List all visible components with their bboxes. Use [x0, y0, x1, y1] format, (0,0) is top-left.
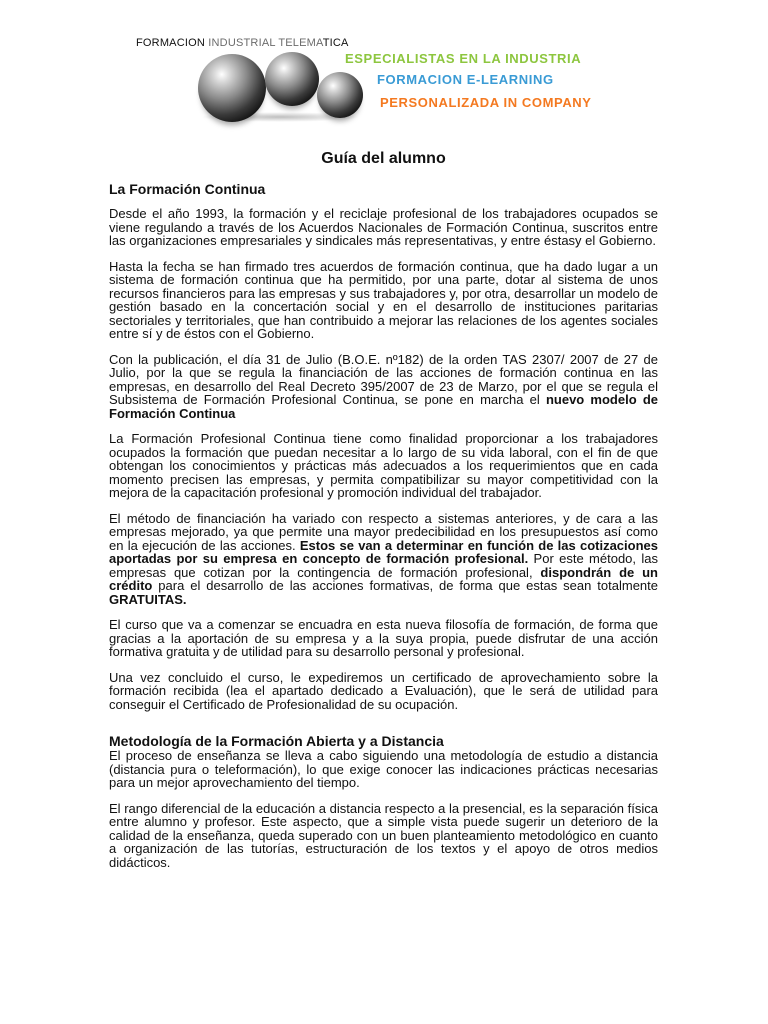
company-name-part2: INDUSTRIAL TELEMA	[208, 37, 323, 49]
paragraph-text: El método de financiación ha variado con respecto a sistemas anteriores, y de cara a las empresas mejorado, ya que permite una mayor predecibilidad en los presupuestos así como en la ejecución de las acciones.	[109, 510, 658, 553]
paragraph	[109, 512, 658, 607]
paragraph-bold-text: GRATUITAS.	[109, 591, 187, 607]
document-header	[0, 0, 768, 130]
paragraph-bold-text: dispondrán de un crédito	[109, 564, 658, 593]
document-body	[109, 150, 658, 881]
paragraph	[109, 353, 658, 421]
chrome-sphere-logo	[317, 72, 363, 118]
company-name	[136, 37, 349, 49]
paragraph: El rango diferencial de la educación a distancia respecto a la presencial, es la separación física entre alumno y profesor. Este aspecto, que a simple vista puede sugerir un deterioro de la calidad de la enseñanza, queda superado con un buen planteamiento metodológico en cuanto a organización de las tutorías, estructuración de los textos y el apoyo de otros medios didácticos.	[109, 800, 658, 870]
section-heading-formacion-continua: La Formación Continua	[109, 181, 266, 197]
paragraph-text: Por este método, las empresas que cotizan por la contingencia de formación profesional,	[109, 551, 658, 580]
paragraph: El curso que va a comenzar se encuadra en esta nueva filosofía de formación, de forma que gracias a la aportación de su empresa y a la suya propia, puede disfrutar de una acción formativa gratuita y de utilidad para su desarrollo personal y profesional.	[109, 617, 658, 659]
paragraph-bold-text: nuevo modelo de Formación Continua	[109, 392, 659, 421]
document-title: Guía del alumno	[321, 150, 446, 167]
tagline-industry: ESPECIALISTAS EN LA INDUSTRIA	[345, 51, 582, 66]
company-name-part3: TICA	[322, 37, 349, 49]
chrome-sphere-logo	[265, 52, 319, 106]
paragraph: Hasta la fecha se han firmado tres acuerdos de formación continua, que ha dado lugar a un sistema de formación continua que ha permitido, por una parte, dotar al sistema de unos recursos financieros para las empresas y sus trabajadores y, por otra, desarrollar un modelo de gestión basado en la concertación social y en el desarrollo de instituciones paritarias sectoriales y territoriales, que han contribuido a mejorar las relaciones de los agentes sociales entre sí y de éstos con el Gobierno.	[109, 258, 658, 341]
tagline-in-company: PERSONALIZADA IN COMPANY	[380, 95, 592, 110]
paragraph-bold-text: Estos se van a determinar en función de las cotizaciones aportadas por su empresa en concepto de formación profesional.	[109, 537, 658, 566]
tagline-elearning: FORMACION E-LEARNING	[377, 72, 554, 87]
paragraph: Desde el año 1993, la formación y el reciclaje profesional de los trabajadores ocupados se viene regulando a través de los Acuerdos Nacionales de Formación Continua, suscritos entre las organizaciones empresariales y sindicales más representativas, y entre éstasy el Gobierno.	[109, 206, 658, 248]
paragraph-text: para el desarrollo de las acciones formativas, de forma que estas sean totalmente	[152, 578, 658, 593]
company-name-part1: FORMACION	[136, 37, 209, 49]
paragraph: Una vez concluido el curso, le expediremos un certificado de aprovechamiento sobre la formación recibida (lea el apartado dedicado a Evaluación), que le será de utilidad para conseguir el Certificado de Profesionalidad de su ocupación.	[109, 669, 658, 712]
paragraph: La Formación Profesional Continua tiene como finalidad proporcionar a los trabajadores ocupados la formación que puedan necesitar a lo largo de su vida laboral, con el fin de que obtengan los conocimientos y prácticas más adecuados a los requerimientos que en cada momento precisen las empresas, y permita compatibilizar su mayor competitividad con la mejora de la capacitación profesional y promoción individual del trabajador.	[109, 431, 658, 500]
paragraph: El proceso de enseñanza se lleva a cabo siguiendo una metodología de estudio a distancia (distancia pura o teleformación), lo que exige conocer las indicaciones prácticas necesarias para un mejor aprovechamiento del tiempo.	[109, 748, 658, 790]
chrome-sphere-logo	[198, 54, 266, 122]
section-heading-metodologia: Metodología de la Formación Abierta y a Distancia	[109, 733, 444, 749]
paragraph-text: Con la publicación, el día 31 de Julio (B.O.E. nº182) de la orden TAS 2307/ 2007 de 27 de Julio, por la que se regula la financiación de las acciones de formación continua en las empresas, en desarrollo del Real Decreto 395/2007 de 23 de Marzo, por el que se regula el Subsistema de Formación Profesional Continua, se pone en marcha el	[109, 351, 658, 407]
